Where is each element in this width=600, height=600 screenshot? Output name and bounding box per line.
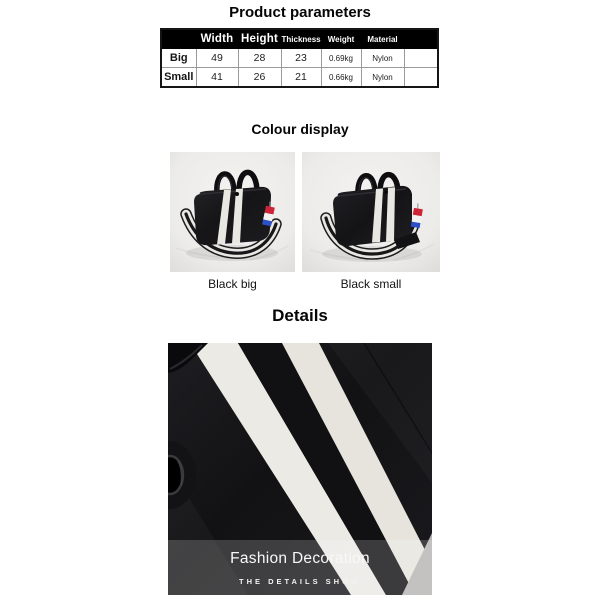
caption-black-big: Black big [208,277,257,291]
overlay-title: Fashion Decoration [230,550,370,567]
parameters-table [160,28,439,88]
cell-label: Big [161,49,196,68]
cell-label: Small [161,68,196,88]
header-weight: Weight [321,29,361,49]
cell-weight: 0.69kg [321,49,361,68]
photo-black-big [170,152,295,272]
cell-thickness: 23 [281,49,321,68]
cell-empty [404,49,438,68]
black-big-bag-image [170,152,295,272]
table-row-big [161,49,438,68]
header-thickness: Thickness [281,29,321,49]
cell-height: 26 [238,68,281,88]
overlay-subtitle: THE DETAILS SHOW [238,577,362,586]
cell-material: Nylon [361,68,404,88]
header-height: Height [238,29,281,49]
cell-empty [404,68,438,88]
section-title-details: Details [272,306,328,325]
cell-width: 41 [196,68,238,88]
cell-width: 49 [196,49,238,68]
section-title-colour-display: Colour display [251,121,349,137]
details-closeup-photo [168,343,432,595]
cell-weight: 0.66kg [321,68,361,88]
table-row-small [161,68,438,88]
cell-material: Nylon [361,49,404,68]
header-empty [161,29,196,49]
caption-black-small: Black small [340,277,402,291]
table-header-row [161,29,438,49]
cell-height: 28 [238,49,281,68]
header-material: Material [361,29,404,49]
black-small-bag-image [302,152,440,272]
section-title-parameters: Product parameters [229,4,371,21]
cell-thickness: 21 [281,68,321,88]
header-empty-end [404,29,438,49]
photo-black-small [302,152,440,272]
header-width: Width [196,29,238,49]
